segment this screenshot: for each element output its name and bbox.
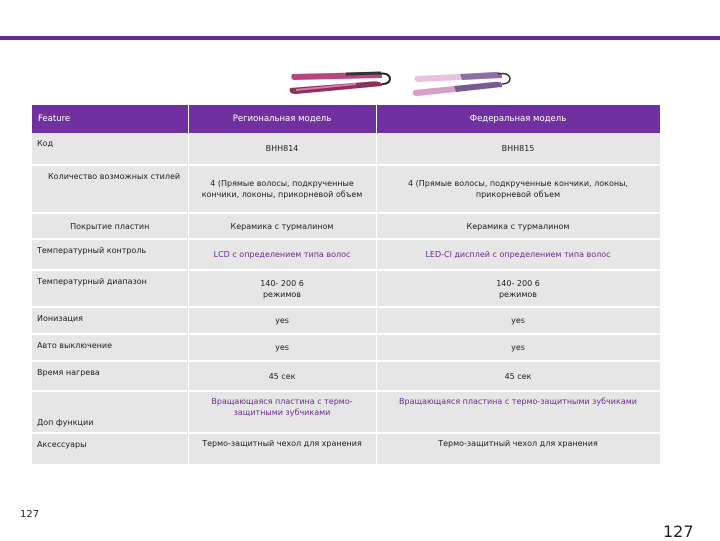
regional-range-text: 140- 200 6 режимов — [260, 278, 304, 299]
regional-value: Термо-защитный чехол для хранения — [188, 433, 376, 465]
regional-value: Вращающаяся пластина с термо-защитными зубчиками — [188, 391, 376, 433]
regional-value: yes — [188, 307, 376, 334]
comparison-table — [32, 105, 661, 466]
table-row — [32, 361, 660, 391]
table-row — [32, 213, 660, 239]
header-regional-model: Региональная модель — [188, 105, 376, 133]
row-label: Авто выключение — [32, 334, 188, 361]
header-feature: Feature — [32, 105, 188, 133]
row-label: Код — [32, 133, 188, 165]
row-label: Время нагрева — [32, 361, 188, 391]
federal-straightener-image — [410, 68, 530, 108]
table-row — [32, 433, 660, 465]
table-row — [32, 334, 660, 361]
federal-range-text: 140- 200 6 режимов — [496, 278, 540, 299]
federal-value: Термо-защитный чехол для хранения — [376, 433, 660, 465]
federal-value — [376, 270, 660, 307]
table-row — [32, 133, 660, 165]
table-header-row — [32, 105, 660, 133]
regional-value: 4 (Прямые волосы, подкрученные кончики, локоны, прикорневой объем — [188, 165, 376, 213]
regional-value — [188, 270, 376, 307]
federal-value: LED-Cl дисплей с определением типа волос — [376, 239, 660, 270]
regional-value: LCD с определением типа волос — [188, 239, 376, 270]
top-accent-bar — [0, 36, 720, 40]
federal-value: yes — [376, 334, 660, 361]
federal-value: 4 (Прямые волосы, подкрученные кончики, локоны, прикорневой объем — [376, 165, 660, 213]
table-row — [32, 307, 660, 334]
row-label: Температурный контроль — [32, 239, 188, 270]
page-number-large: 127 — [663, 522, 694, 541]
federal-value: Вращающаяся пластина с термо-защитными зубчиками — [376, 391, 660, 433]
table-row — [32, 391, 660, 433]
table-row — [32, 270, 660, 307]
regional-value: 45 сек — [188, 361, 376, 391]
table-row — [32, 239, 660, 270]
regional-value: Керамика с турмалином — [188, 213, 376, 239]
federal-value: Керамика с турмалином — [376, 213, 660, 239]
regional-value: BHH814 — [188, 133, 376, 165]
page-number-small: 127 — [20, 509, 40, 520]
regional-straightener-image — [286, 68, 406, 108]
row-label: Количество возможных стилей — [32, 165, 188, 213]
header-federal-model: Федеральная модель — [376, 105, 660, 133]
row-label: Аксессуары — [32, 433, 188, 465]
federal-value: BHH815 — [376, 133, 660, 165]
table-row — [32, 165, 660, 213]
row-label: Доп функции — [32, 391, 188, 433]
row-label: Температурный диапазон — [32, 270, 188, 307]
regional-value: yes — [188, 334, 376, 361]
row-label: Покрытие пластин — [32, 213, 188, 239]
federal-value: yes — [376, 307, 660, 334]
federal-value: 45 сек — [376, 361, 660, 391]
row-label: Ионизация — [32, 307, 188, 334]
